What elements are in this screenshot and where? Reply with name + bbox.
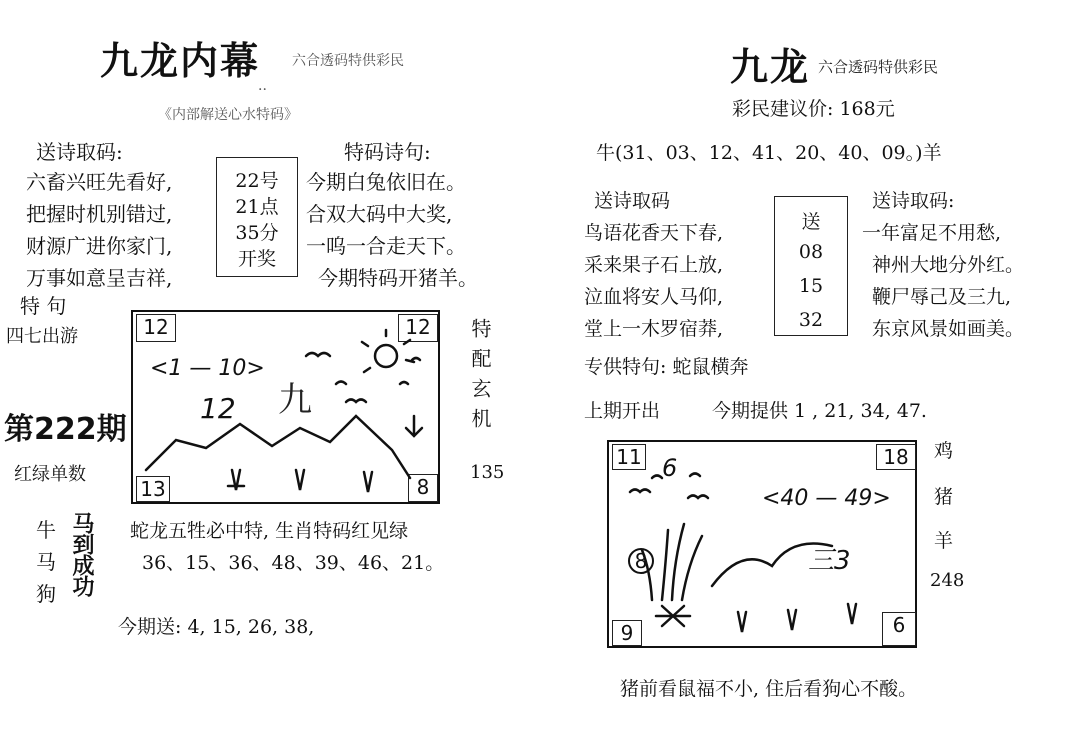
number-135: 135 <box>470 462 505 483</box>
plant-icon <box>642 524 702 600</box>
left-poem-right-line: 一呜一合走天下。 <box>306 234 466 258</box>
grass-icon <box>738 612 746 632</box>
right-price: 彩民建议价: 168元 <box>732 98 895 120</box>
right-poem-right-line: 东京风景如画美。 <box>872 318 1025 340</box>
zodiac-item: 马 <box>36 550 56 574</box>
hill-line <box>712 544 832 587</box>
left-vertical-label: 特配玄机 <box>468 318 492 438</box>
left-poem-left-heading: 送诗取码: <box>36 140 123 164</box>
right-poem-right-heading: 送诗取码: <box>872 190 955 212</box>
right-poem-right-line: 鞭尸辱己及三九, <box>872 286 1012 308</box>
honglv-label: 红绿单数 <box>14 464 86 485</box>
zodiac-item: 牛 <box>36 518 56 542</box>
right-title-sub: 六合透码特供彩民 <box>818 58 939 76</box>
squiggle-icon <box>690 474 700 477</box>
squiggle-icon <box>630 490 650 493</box>
left-subtitle: 《内部解送心水特码》 <box>158 107 298 123</box>
left-corner-br: 8 <box>408 474 438 502</box>
box-line: 22号 <box>235 170 279 192</box>
left-poem-left-line: 万事如意呈吉祥, <box>26 266 173 290</box>
left-char-mark: 九 <box>278 380 312 420</box>
box-line: 15 <box>798 275 824 297</box>
right-bottom-line: 猪前看鼠福不小, 住后看狗心不酸。 <box>620 678 918 700</box>
box-line: 开奖 <box>237 248 276 270</box>
left-jinqisong: 今期送: 4, 15, 26, 38, <box>118 616 315 638</box>
squiggle-icon <box>652 476 662 479</box>
left-range-text: <1 — 10> <box>150 356 265 381</box>
left-corner-bl: 13 <box>136 476 170 502</box>
right-mark-6: 6 <box>662 454 678 482</box>
ground-glyph-icon <box>656 606 690 626</box>
side-zodiac-item: 鸡 <box>934 440 954 462</box>
number-248: 248 <box>930 570 965 591</box>
right-poem-left-line: 采来果子石上放, <box>584 254 724 276</box>
right-last-period: 上期开出 <box>584 400 661 422</box>
box-line: 08 <box>798 241 824 263</box>
right-poem-right-line: 神州大地分外红。 <box>872 254 1025 276</box>
left-line1: 蛇龙五牲必中特, 生肖特码红见绿 <box>130 520 409 542</box>
grass-icon <box>788 610 796 630</box>
right-poem-left-line: 泣血将安人马仰, <box>584 286 724 308</box>
left-poem-left-line: 财源广进你家门, <box>26 234 173 258</box>
box-line: 35分 <box>235 222 279 244</box>
left-poem-right-heading: 特码诗句: <box>344 140 431 164</box>
right-provide: 今期提供 1 , 21, 34, 47. <box>712 400 927 422</box>
left-number-mark: 12 <box>200 392 236 425</box>
right-corner-tr: 18 <box>876 444 916 470</box>
box-line: 32 <box>798 309 824 331</box>
squiggle-icon <box>688 496 708 499</box>
right-poem-left-line: 鸟语花香天下春, <box>584 222 724 244</box>
left-corner-tr: 12 <box>398 314 438 342</box>
siqi-label: 四七出游 <box>6 326 78 347</box>
left-poem-right-line: 合双大码中大奖, <box>306 202 453 226</box>
right-title: 九龙 <box>730 44 811 89</box>
left-corner-tl: 12 <box>136 314 176 342</box>
box-line: 21点 <box>235 196 279 218</box>
left-title: 九龙内幕 <box>100 38 261 83</box>
grass-icon <box>848 604 856 624</box>
right-special: 专供特句: 蛇鼠横奔 <box>584 356 749 378</box>
right-numbers-line: 牛(31、03、12、41、20、40、09。)羊 <box>596 142 942 164</box>
right-mark-3: 三3 <box>808 546 851 576</box>
side-zodiac-item: 羊 <box>934 530 954 552</box>
right-corner-tl: 11 <box>612 444 646 470</box>
slogan-vertical: 马到成功 <box>69 512 94 596</box>
left-poem-left-line: 把握时机别错过, <box>26 202 173 226</box>
zodiac-item: 狗 <box>36 582 56 606</box>
right-corner-bl: 9 <box>612 620 642 646</box>
right-poem-left-line: 堂上一木罗宿莽, <box>584 318 724 340</box>
right-corner-br: 6 <box>882 612 916 646</box>
left-title-sub: 六合透码特供彩民 <box>292 53 404 69</box>
teju-label: 特 句 <box>20 294 67 318</box>
left-poem-right-line: 今期特码开猪羊。 <box>318 266 478 290</box>
left-line2: 36、15、36、48、39、46、21。 <box>142 552 445 574</box>
right-mark-circle: 8 <box>628 548 654 574</box>
right-poem-left-heading: 送诗取码 <box>594 190 671 212</box>
right-range-text: <40 — 49> <box>762 486 891 511</box>
left-poem-left-line: 六畜兴旺先看好, <box>26 170 173 194</box>
right-poem-right-line: 一年富足不用愁, <box>862 222 1002 244</box>
left-dots: ·· <box>258 82 267 98</box>
side-zodiac-item: 猪 <box>934 486 954 508</box>
issue-number: 第222期 <box>4 412 127 447</box>
box-line: 送 <box>801 211 821 233</box>
left-poem-right-line: 今期白兔依旧在。 <box>306 170 466 194</box>
